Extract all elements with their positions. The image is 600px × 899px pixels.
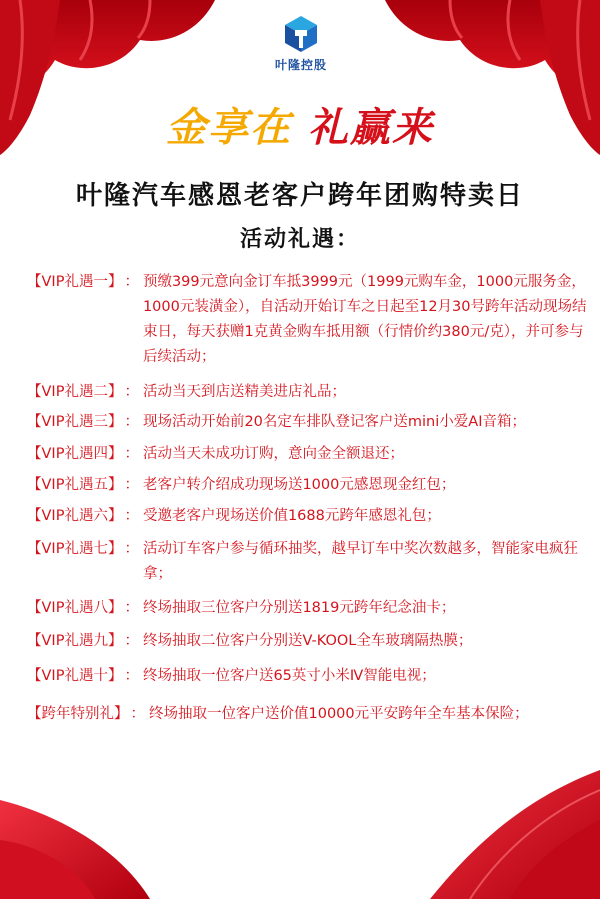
item-label: 【VIP礼遇一】 (27, 274, 123, 290)
item-text: 预缴399元意向金订车抵3999元（1999元购车金，1000元服务金，1000元装潢金），自活动开始订车之日起至12月30号跨年活动现场结束日，每天获赠1克黄金购车抵用额（行情价约380元/克），并可参与后续活动； (142, 274, 587, 365)
list-item: 【跨年特别礼】 ： 终场抽取一位客户送价值10000元平安跨年全车基本保险； (27, 702, 587, 727)
slogan-part1: 金享在 (166, 105, 293, 151)
item-label: 【VIP礼遇二】 (27, 384, 123, 400)
item-label: 【VIP礼遇三】 (27, 414, 123, 430)
brand-logo (271, 14, 331, 73)
list-item: 【VIP礼遇九】 ： 终场抽取二位客户分别送V-KOOL全车玻璃隔热膜； (27, 629, 587, 654)
list-item: 【VIP礼遇三】 ： 现场活动开始前20名定车排队登记客户送mini小爱AI音箱； (27, 410, 587, 435)
item-text: 终场抽取一位客户送价值10000元平安跨年全车基本保险； (149, 706, 529, 722)
list-item: 【VIP礼遇七】 ： 活动订车客户参与循环抽奖，越早订车中奖次数越多，智能家电疯狂拿； (27, 537, 587, 587)
item-label: 【跨年特别礼】 (27, 706, 129, 722)
item-text: 现场活动开始前20名定车排队登记客户送mini小爱AI音箱； (142, 414, 526, 430)
item-text: 老客户转介绍成功现场送1000元感恩现金红包； (142, 477, 456, 493)
list-item: 【VIP礼遇十】 ： 终场抽取一位客户送65英寸小米Ⅳ智能电视； (27, 664, 587, 689)
item-text: 终场抽取一位客户送65英寸小米Ⅳ智能电视； (142, 668, 436, 684)
item-label: 【VIP礼遇五】 (27, 477, 123, 493)
logo-text: 叶隆控股 (274, 58, 327, 72)
list-item: 【VIP礼遇六】 ： 受邀老客户现场送价值1688元跨年感恩礼包； (27, 504, 587, 529)
item-text: 活动当天到店送精美进店礼品； (142, 384, 346, 400)
item-text: 受邀老客户现场送价值1688元跨年感恩礼包； (142, 508, 441, 524)
item-text: 活动当天未成功订购，意向金全额退还； (142, 446, 404, 462)
item-label: 【VIP礼遇七】 (27, 541, 123, 557)
item-text: 终场抽取二位客户分别送V-KOOL全车玻璃隔热膜； (142, 633, 473, 649)
item-label: 【VIP礼遇四】 (27, 446, 123, 462)
item-text: 终场抽取三位客户分别送1819元跨年纪念油卡； (142, 600, 456, 616)
list-item: 【VIP礼遇二】 ： 活动当天到店送精美进店礼品； (27, 380, 587, 405)
item-label: 【VIP礼遇八】 (27, 600, 123, 616)
item-label: 【VIP礼遇九】 (27, 633, 123, 649)
cube-logo-icon (281, 14, 321, 54)
list-item: 【VIP礼遇四】 ： 活动当天未成功订购，意向金全额退还； (27, 442, 587, 467)
page-title: 叶隆汽车感恩老客户跨年团购特卖日 (75, 181, 524, 211)
item-label: 【VIP礼遇十】 (27, 668, 123, 684)
item-text: 活动订车客户参与循环抽奖，越早订车中奖次数越多，智能家电疯狂拿； (142, 541, 578, 582)
list-item: 【VIP礼遇一】 ： 预缴399元意向金订车抵3999元（1999元购车金，1000元服务金，1000元装潢金），自活动开始订车之日起至12月30号跨年活动现场结束日，每天获赠1克黄金购车抵用额（行情价约380元/克），并可参与后续活动； (27, 270, 587, 370)
item-label: 【VIP礼遇六】 (27, 508, 123, 524)
list-item: 【VIP礼遇五】 ： 老客户转介绍成功现场送1000元感恩现金红包； (27, 473, 587, 498)
list-item: 【VIP礼遇八】 ： 终场抽取三位客户分别送1819元跨年纪念油卡； (27, 596, 587, 621)
slogan (0, 96, 600, 153)
slogan-part2: 礼赢来 (307, 105, 434, 151)
page-subtitle: 活动礼遇： (239, 226, 360, 252)
